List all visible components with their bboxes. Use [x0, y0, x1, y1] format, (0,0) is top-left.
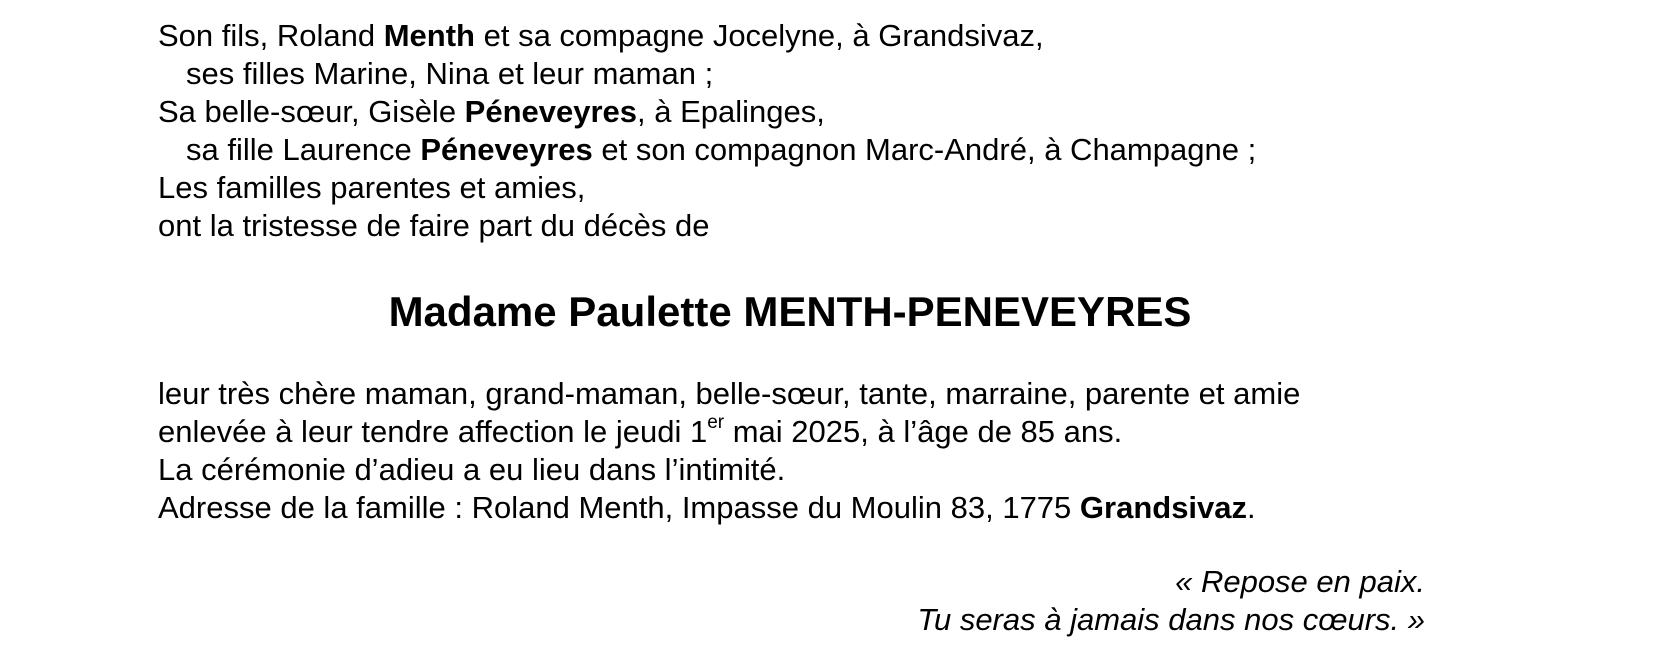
family-line-granddaughters	[186, 55, 713, 93]
family-surname: Menth	[383, 18, 475, 53]
body-line-relationship	[158, 375, 1300, 413]
family-line-sister-in-law	[158, 93, 825, 131]
family-line-son	[158, 17, 1044, 55]
address-locality: Grandsivaz	[1079, 490, 1248, 525]
family-surname: Péneveyres	[464, 94, 638, 129]
body-line-date	[158, 413, 1122, 451]
family-line-relatives	[158, 169, 585, 207]
deceased-name: Madame Paulette MENTH-PENEVEYRES	[388, 288, 1192, 335]
family-line-text: sa fille Laurence	[186, 132, 421, 167]
family-line-announcement	[158, 207, 709, 245]
family-line-text: Les familles parentes et amies,	[158, 170, 586, 205]
body-text: enlevée à leur tendre affection le jeudi 1	[158, 414, 708, 449]
body-line-address	[158, 489, 1256, 527]
family-line-text: Sa belle-sœur, Gisèle	[158, 94, 465, 129]
family-line-text: ses filles Marine, Nina et leur maman ;	[186, 56, 714, 91]
body-text: La cérémonie d’adieu a eu lieu dans l’intimité.	[158, 452, 786, 487]
body-line-ceremony	[158, 451, 785, 489]
ordinal-superscript: er	[707, 411, 725, 433]
family-line-niece	[186, 131, 1256, 169]
family-line-text: et sa compagne Jocelyne, à Grandsivaz,	[475, 18, 1044, 53]
family-surname: Péneveyres	[420, 132, 593, 167]
body-text: .	[1247, 490, 1256, 525]
family-line-text: , à Epalinges,	[637, 94, 825, 129]
body-text: mai 2025, à l’âge de 85 ans.	[724, 414, 1123, 449]
family-line-text: ont la tristesse de faire part du décès de	[158, 208, 710, 243]
quote-line-1: « Repose en paix.	[1175, 564, 1425, 599]
body-text: Adresse de la famille : Roland Menth, Impasse du Moulin 83, 1775	[158, 490, 1080, 525]
family-line-text: Son fils, Roland	[158, 18, 384, 53]
quote-line-2: Tu seras à jamais dans nos cœurs. »	[917, 602, 1425, 637]
body-text: leur très chère maman, grand-maman, belle-sœur, tante, marraine, parente et amie	[158, 376, 1301, 411]
family-line-text: et son compagnon Marc-André, à Champagne ;	[592, 132, 1257, 167]
